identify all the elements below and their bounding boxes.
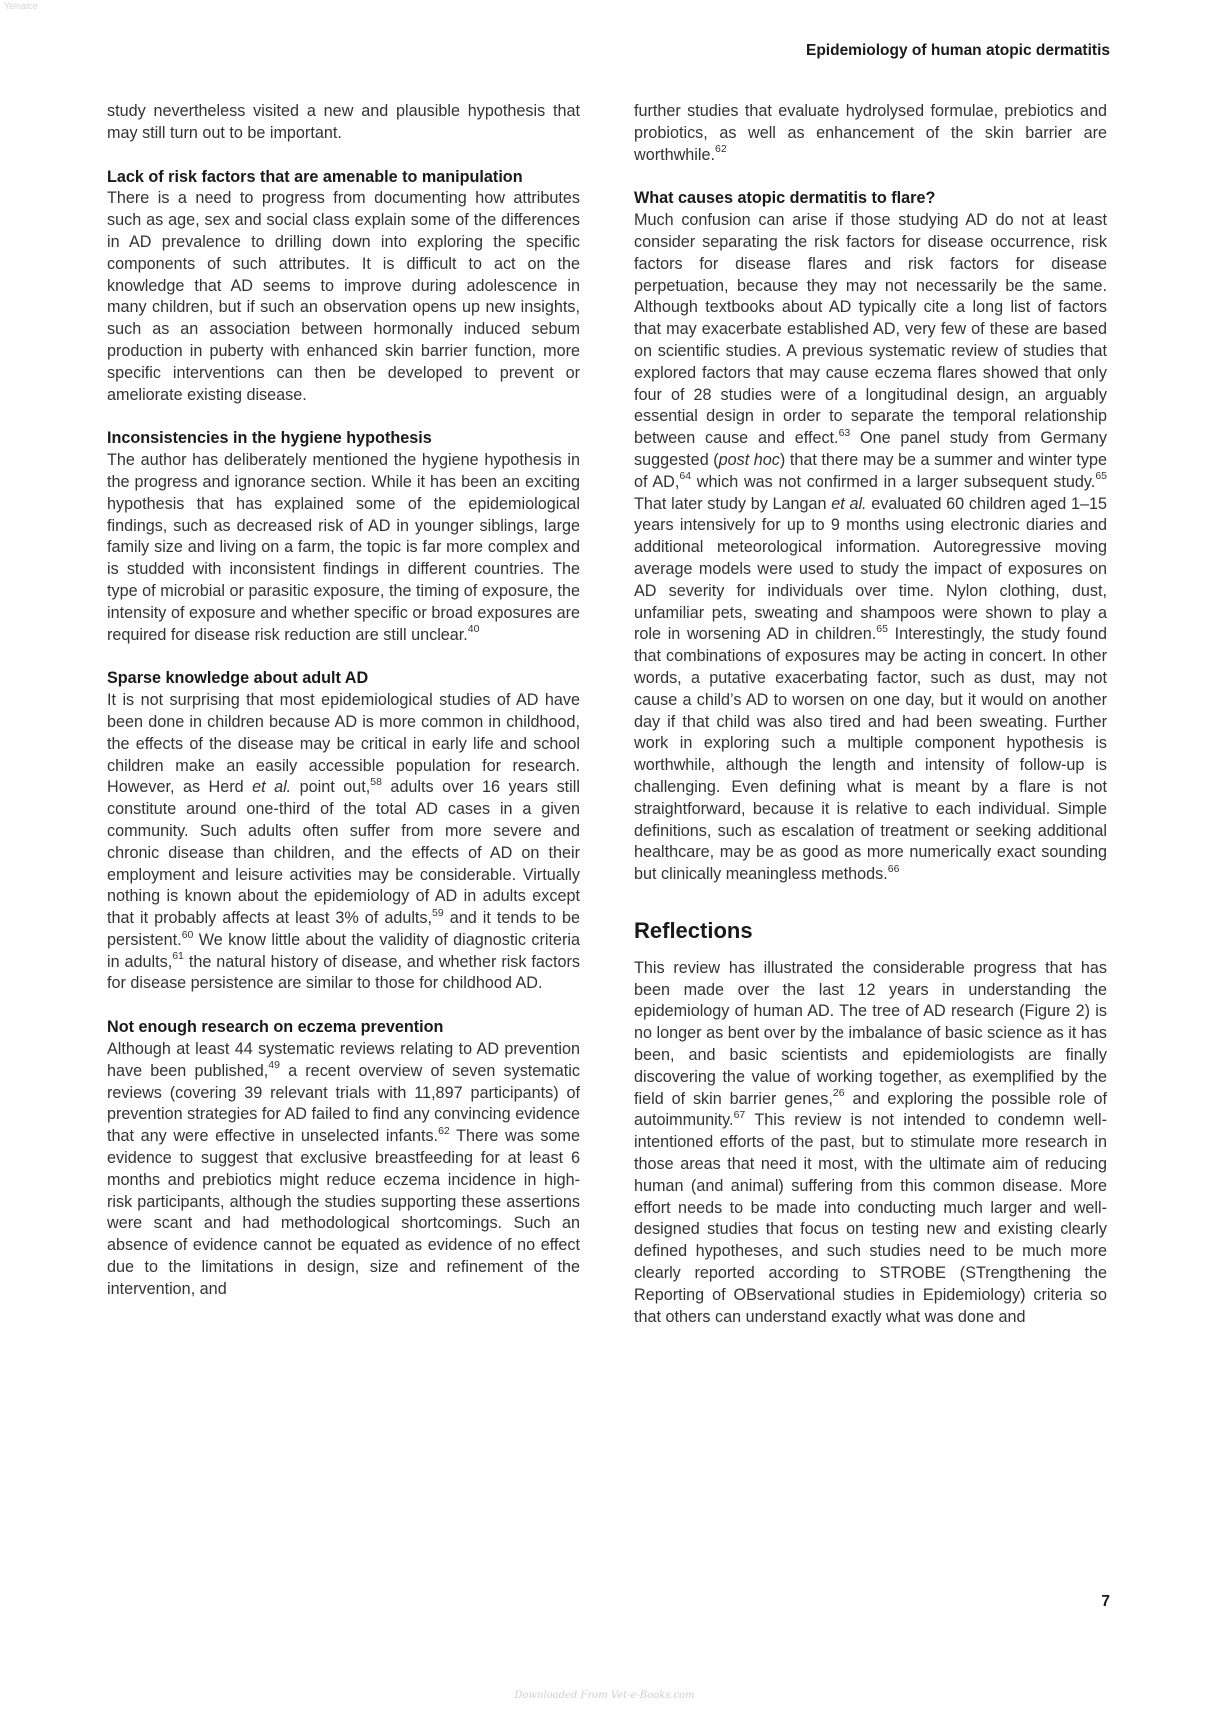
citation-ref: 63 — [838, 426, 851, 439]
download-watermark: Downloaded From Vet-e-Books.com — [514, 1690, 695, 1701]
flare-paragraph: Much confusion can arise if those studying AD do not at least consider separating the risk factors for disease occurrence, risk factors for disease flares and risk factors for disease perpetuation, because they may not necessarily be the same. Although textbooks about AD typically cite a long list of factors that may exacerbate established AD, very few of these are based on scientific studies. A previous systematic review of studies that explored factors that may cause eczema flares showed that only four of 28 studies were of a longitudinal design, an arguably essential design in order to separate the temporal relationship between cause and effect.$^{63}$ One panel study from Germany suggested (post hoc) that there may be a summer and winter type of AD,$^{64}$ which was not confirmed in a larger subsequent study.$^{65}$ That later study by Langan et al. evaluated 60 children aged 1–15 years intensively for up to 9 months using electronic diaries and additional meteorological information. Autoregressive moving average models were used to study the impact of exposures on AD severity for individuals over time. Nylon clothing, dust, unfamiliar pets, sweating and shampoos were shown to play a role in worsening AD in children.$^{65}$ Interestingly, the study found that combinations of exposures may be acting in concert. In other words, a putative exacerbating factor, such as dust, may not cause a child’s AD to worsen on one day, but it would on another day if that child was also tired and had been sweating. Further work in exploring such a multiple component hypothesis is worthwhile, although the length and intensity of follow-up is challenging. Even defining what is meant by a flare is not straightforward, because it is relative to each individual. Simple definitions, such as escalation of treatment or seeking additional healthcare, may be as good as more numerically exact sounding but clinically meaningless methods.$^{66}$ — [634, 211, 1108, 884]
page-number: 7 — [1101, 1593, 1110, 1610]
section-heading-reflections: Reflections — [634, 917, 753, 943]
citation-ref: 49 — [268, 1059, 280, 1072]
citation-ref: 26 — [832, 1087, 845, 1100]
citation-ref: 58 — [370, 775, 382, 788]
citation-ref: 62 — [714, 143, 727, 156]
section-heading-hygiene: Inconsistencies in the hygiene hypothesis — [107, 429, 432, 448]
citation-ref: 65 — [876, 622, 888, 635]
right-column — [634, 101, 1107, 1328]
running-header-title: Epidemiology of human atopic dermatitis — [805, 42, 1110, 59]
citation-ref: 64 — [679, 470, 692, 483]
intro-paragraph: study nevertheless visited a new and plausible hypothesis that may still turn out to be important. — [107, 102, 580, 142]
left-column — [107, 101, 580, 1301]
reflections-paragraph: This review has illustrated the considerable progress that has been made over the last 12 years in understanding the epidemiology of human AD. The tree of AD research (Figure 2) is no longer as bent over by the imbalance of basic science as it has been, and basic scientists and epidemiologists are finally discovering the value of working together, as exemplified by the field of skin barrier genes,$^{26}$ and exploring the possible role of autoimmunity.$^{67}$ This review is not intended to condemn well-intentioned efforts of the past, but to stimulate more research in those areas that need it most, with the ultimate aim of reducing human (and animal) suffering from this common disease. More effort needs to be made into conducting much larger and well-designed studies that focus on testing new and existing clearly defined hypotheses, and such studies need to be much more clearly reported according to STROBE (STrengthening the Reporting of OBservational studies in Epidemiology) criteria so that others can understand exactly what was done and — [634, 958, 1107, 1326]
section-heading-risk-factors: Lack of risk factors that are amenable to manipulation — [107, 167, 523, 186]
corner-watermark: Yelnaice — [4, 1, 38, 11]
citation-ref: 62 — [438, 1124, 450, 1137]
prevention-paragraph: Although at least 44 systematic reviews relating to AD prevention have been published,$^{49}$ a recent overview of seven systematic reviews (covering 39 relevant trials with 11,897 participants) of prevention strategies for AD failed to find any convincing evidence that any were effective in unselected infants.$^{62}$ There was some evidence to suggest that exclusive breastfeeding for at least 6 months and prebiotics might reduce eczema incidence in high-risk participants, although the studies supporting these assertions were scant and had methodological shortcomings. Such an absence of evidence cannot be equated as evidence of no effect due to the limitations in design, size and refinement of the intervention, and — [107, 1040, 581, 1298]
section-heading-prevention: Not enough research on eczema prevention — [107, 1018, 444, 1037]
citation-ref: 65 — [1095, 470, 1107, 483]
hygiene-paragraph: The author has deliberately mentioned the hygiene hypothesis in the progress and ignorance section. While it has been an exciting hypothesis that has explained some of the epidemiological findings, such as decreased risk of AD in younger siblings, large family size and living on a farm, the topic is far more complex and is studded with inconsistent findings in different countries. The type of microbial or parasitic exposure, the timing of exposure, the intensity of exposure and whether specific or broad exposures are required for disease risk reduction are still unclear.$^{40}$ — [107, 451, 580, 644]
section-heading-flare: What causes atopic dermatitis to flare? — [634, 189, 936, 208]
risk-factors-paragraph: There is a need to progress from documenting how attributes such as age, sex and social class explain some of the differences in AD prevalence to drilling down into exploring the specific components of such attributes. It is difficult to act on the knowledge that AD seems to improve during adolescence in many children, but if such an observation opens up new insights, such as an association between hormonally induced sebum production in puberty with enhanced skin barrier function, more specific interventions can then be developed to prevent or ameliorate existing disease. — [107, 189, 580, 404]
citation-ref: 61 — [172, 950, 184, 963]
citation-ref: 66 — [887, 862, 900, 875]
citation-ref: 59 — [432, 906, 444, 919]
adult-ad-paragraph: It is not surprising that most epidemiological studies of AD have been done in children because AD is more common in childhood, the effects of the disease may be critical in early life and school children make an easily accessible population for research. However, as Herd et al. point out,$^{58}$ adults over 16 years still constitute around one-third of the total AD cases in a given community. Such adults often suffer from more severe and chronic disease than children, and the effects of AD on their employment and leisure activities may be considerable. Virtually nothing is known about the epidemiology of AD in adults except that it probably affects at least 3% of adults,$^{59}$ and it tends to be persistent.$^{60}$ We know little about the validity of diagnostic criteria in adults,$^{61}$ the natural history of disease, and whether risk factors for disease persistence are similar to those for childhood AD. — [107, 691, 580, 993]
citation-ref: 67 — [733, 1109, 746, 1122]
continuation-paragraph: further studies that evaluate hydrolysed formulae, prebiotics and probiotics, as well as enhancement of the skin barrier are worthwhile.$^{62}$ — [634, 102, 1107, 164]
citation-ref: 40 — [467, 623, 480, 636]
section-heading-adult-ad: Sparse knowledge about adult AD — [107, 669, 369, 688]
citation-ref: 60 — [181, 928, 194, 941]
